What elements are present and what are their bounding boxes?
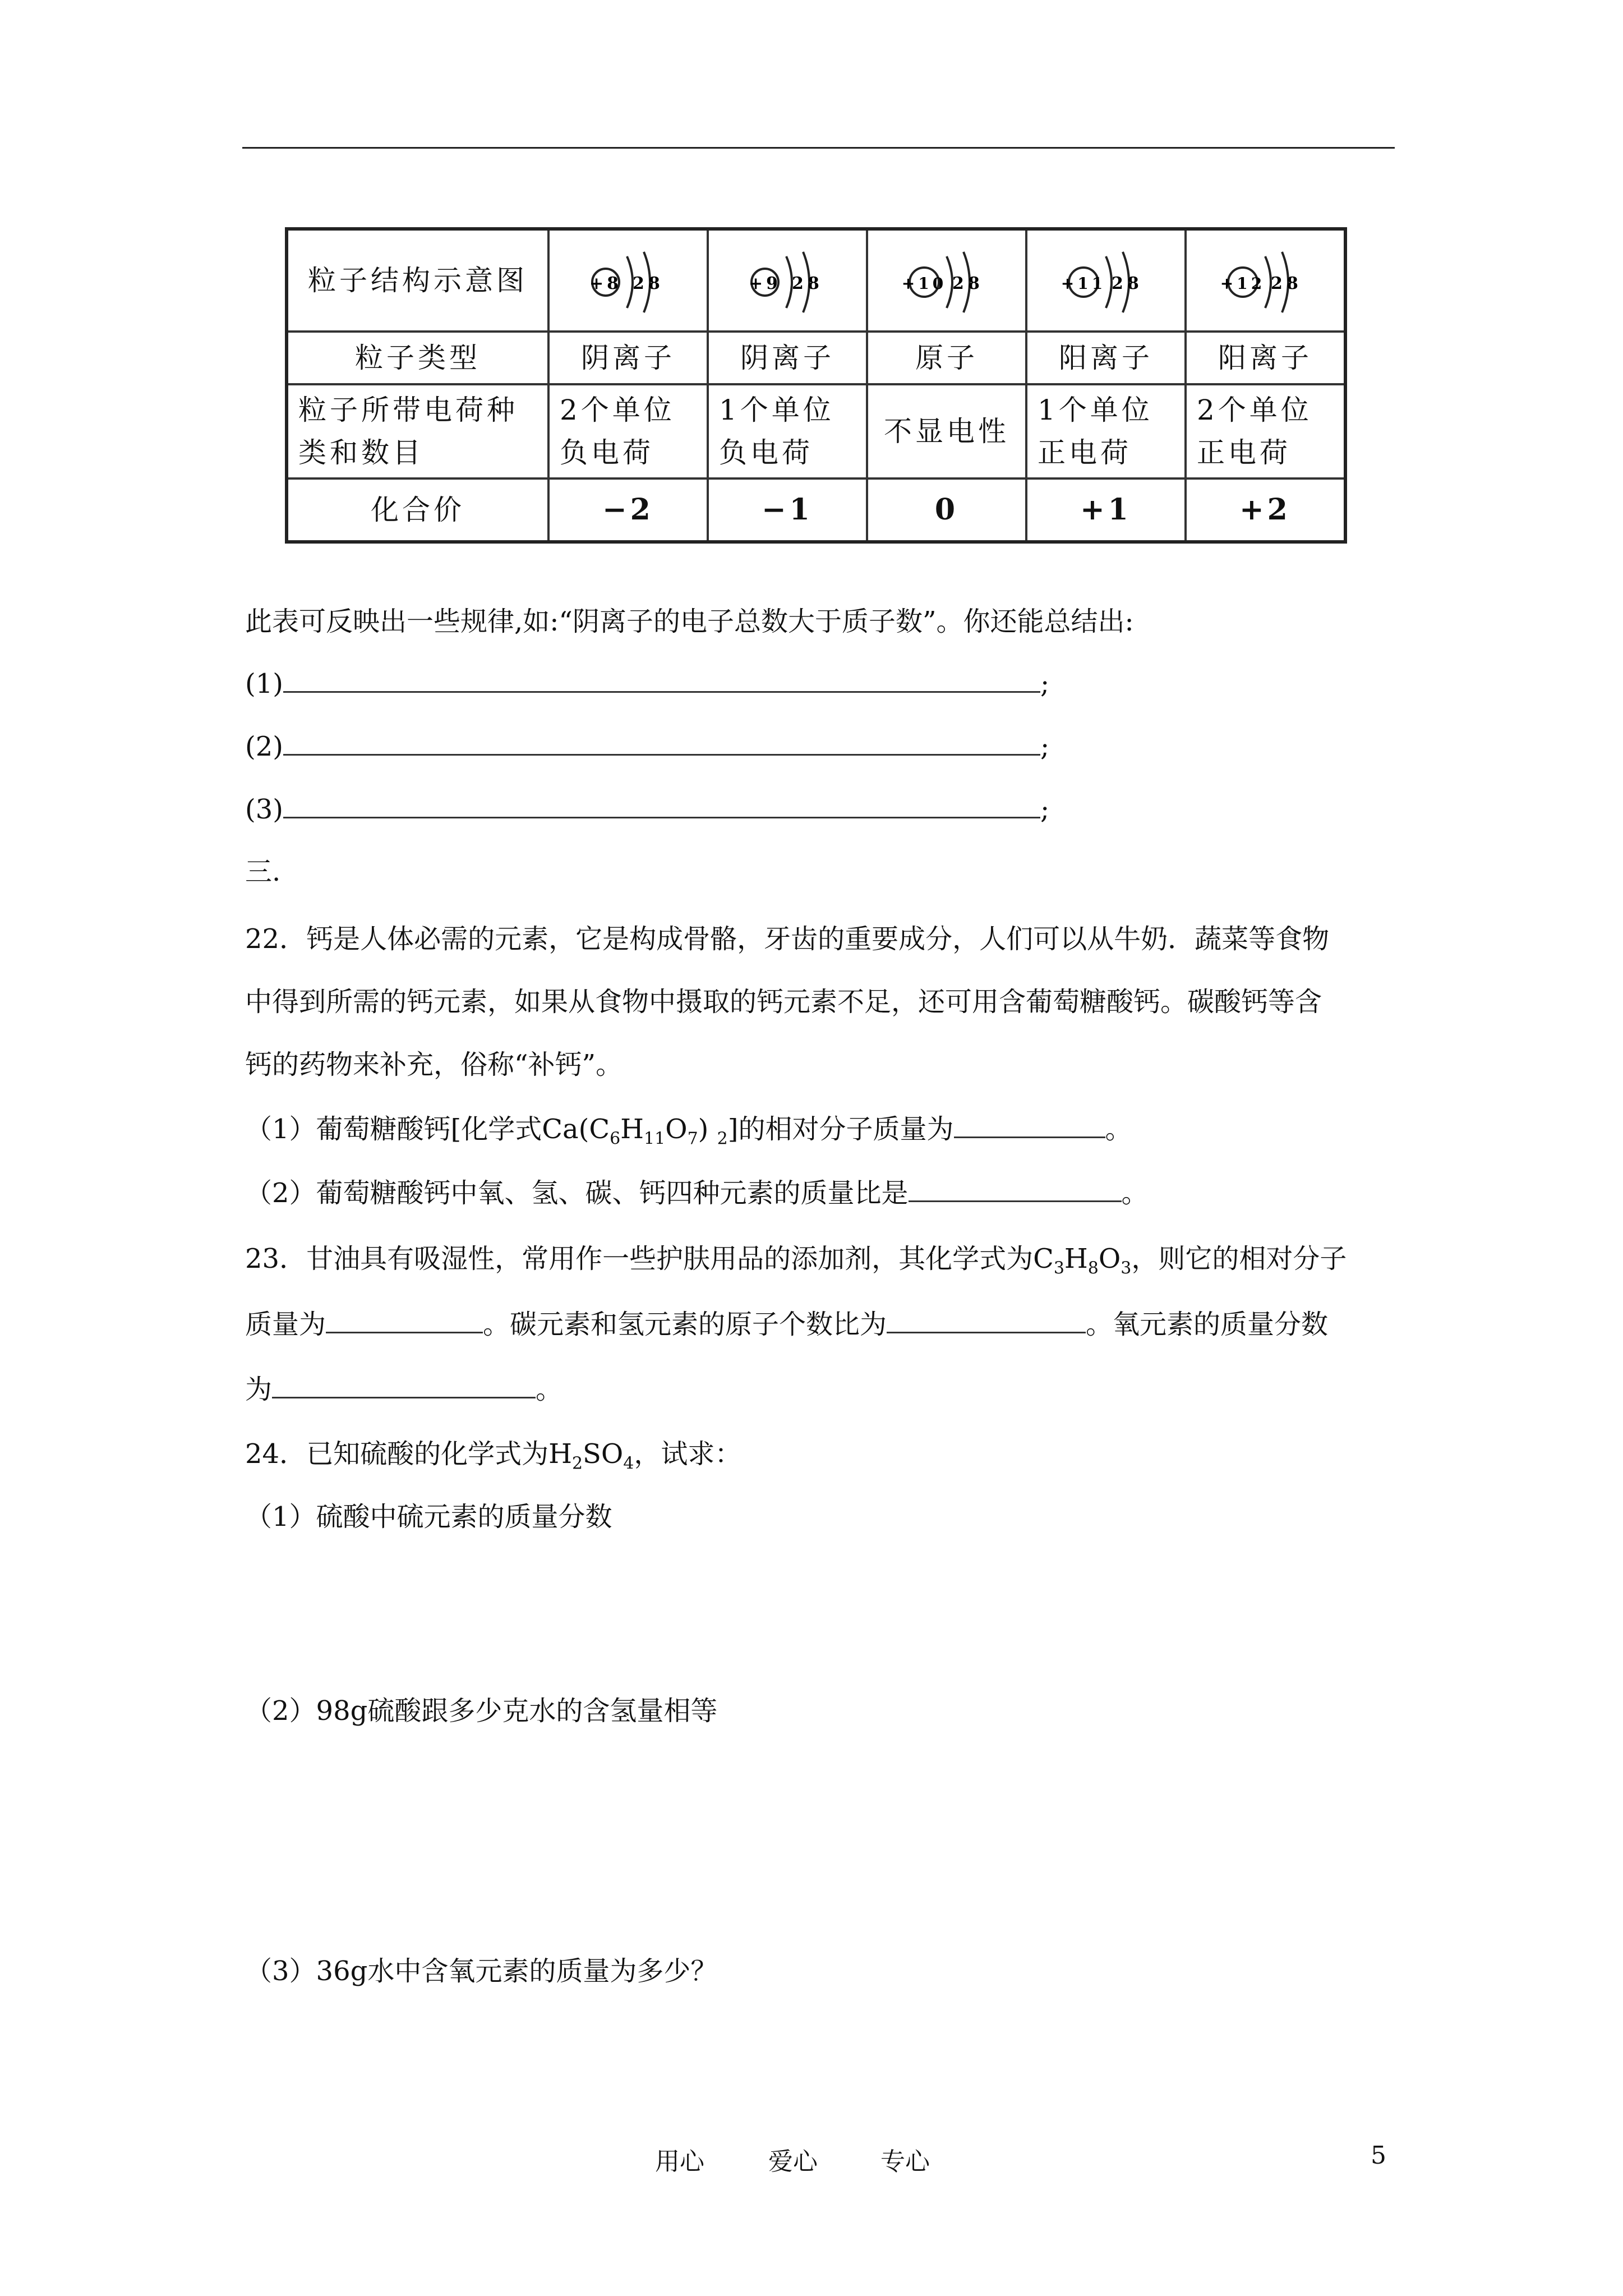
shell-label: 2: [633, 274, 648, 293]
particle-type: 阴离子: [708, 332, 867, 384]
table-row: [287, 332, 1345, 384]
subscript: 3: [1121, 1258, 1132, 1278]
item-number: (1): [245, 668, 283, 700]
shell-label: 8: [968, 274, 983, 293]
q23-text: 质量为: [245, 1309, 326, 1340]
answer-blank[interactable]: [283, 729, 1040, 756]
subscript: 4: [623, 1453, 634, 1474]
item-end: ;: [1040, 794, 1050, 825]
footer-motto: 爱心: [768, 2147, 818, 2176]
q23-line2: [245, 1307, 1328, 1341]
answer-blank[interactable]: [954, 1112, 1105, 1138]
header-rule: [242, 147, 1395, 149]
q23-line3: [245, 1372, 562, 1406]
q24-text: 24．已知硫酸的化学式为H: [245, 1438, 572, 1470]
answer-blank[interactable]: [272, 1372, 536, 1398]
footer-motto: 专心: [880, 2147, 930, 2176]
footer-motto: 用心: [655, 2147, 704, 2176]
nucleus-label: +12: [1220, 274, 1266, 293]
nucleus-label: +11: [1061, 274, 1106, 293]
subscript: 11: [644, 1129, 666, 1149]
q23-text: 。氧元素的质量分数: [1086, 1309, 1329, 1340]
intro-text: 此表可反映出一些规律,如:“阴离子的电子总数大于质子数”。你还能总结出:: [245, 606, 1134, 637]
subscript: 3: [1053, 1258, 1064, 1278]
page-number: 5: [1371, 2141, 1386, 2170]
particle-type: 阳离子: [1026, 332, 1186, 384]
atom-diagram: [548, 229, 708, 332]
atom-diagram: [708, 229, 867, 332]
subscript: 8: [1087, 1258, 1099, 1278]
item-number: (3): [245, 794, 283, 825]
valence-cell: +1: [1026, 478, 1186, 542]
particle-type: 阴离子: [548, 332, 708, 384]
atom-diagram: [1026, 229, 1186, 332]
q23-text: 为: [245, 1374, 273, 1405]
item-end: ;: [1040, 668, 1050, 700]
q22-part2: [245, 1176, 1149, 1210]
valence-cell: 0: [867, 478, 1026, 542]
shell-label: 8: [808, 274, 823, 293]
shell-label: 2: [952, 274, 967, 293]
shell-label: 2: [1112, 274, 1127, 293]
q22-text: 22．钙是人体必需的元素，它是构成骨骼，牙齿的重要成分，人们可以从牛奶．蔬菜等食物: [245, 923, 1330, 955]
charge-cell: 1个单位正电荷: [1026, 384, 1186, 478]
section-heading: 三.: [245, 856, 281, 887]
answer-blank[interactable]: [887, 1307, 1086, 1333]
particle-table: [285, 227, 1347, 544]
punctuation: 。: [1105, 1114, 1132, 1145]
atom-diagram: [867, 229, 1026, 332]
valence-cell: −1: [708, 478, 867, 542]
answer-blank[interactable]: [909, 1176, 1122, 1202]
row-header: 粒子类型: [287, 332, 548, 384]
valence-cell: +2: [1186, 478, 1345, 542]
subscript: 2: [717, 1129, 728, 1149]
charge-cell: 2个单位负电荷: [548, 384, 708, 478]
formula: H: [1064, 1243, 1088, 1274]
nucleus-label: +8: [589, 274, 623, 293]
q24-part1: （1）硫酸中硫元素的质量分数: [245, 1501, 612, 1533]
punctuation: 。: [1121, 1177, 1149, 1209]
q23-text: ，则它的相对分子: [1131, 1243, 1347, 1274]
q22-part1-prefix: （1）葡萄糖酸钙[化学式: [245, 1114, 542, 1145]
q22-part1-suffix: ]的相对分子质量为: [727, 1114, 954, 1145]
subscript: 6: [610, 1129, 621, 1149]
shell-label: 8: [1127, 274, 1142, 293]
q24-text: ，试求：: [634, 1438, 742, 1470]
subscript: 2: [571, 1453, 583, 1474]
nucleus-label: +10: [901, 274, 947, 293]
particle-type: 阳离子: [1186, 332, 1345, 384]
atom-diagram: [1186, 229, 1345, 332]
formula: C: [1033, 1243, 1054, 1274]
table-row: [287, 384, 1345, 478]
answer-blank[interactable]: [283, 666, 1040, 693]
formula: O: [1098, 1243, 1121, 1274]
q22-text: 中得到所需的钙元素，如果从食物中摄取的钙元素不足，还可用含葡萄糖酸钙。碳酸钙等含: [245, 986, 1322, 1018]
particle-type: 原子: [867, 332, 1026, 384]
q24-part2: （2）98g硫酸跟多少克水的含氢量相等: [245, 1695, 718, 1727]
charge-cell: 1个单位负电荷: [708, 384, 867, 478]
shell-label: 8: [648, 274, 663, 293]
q23-text: 。碳元素和氢元素的原子个数比为: [483, 1309, 887, 1340]
charge-cell: 2个单位正电荷: [1186, 384, 1345, 478]
punctuation: 。: [536, 1374, 563, 1405]
list-item: [245, 729, 1049, 763]
q23-line1: [245, 1242, 1347, 1286]
shell-label: 2: [792, 274, 807, 293]
item-end: ;: [1040, 731, 1050, 762]
answer-blank[interactable]: [326, 1307, 483, 1333]
formula: O: [665, 1114, 688, 1145]
subscript: 7: [687, 1129, 698, 1149]
list-item: [245, 666, 1049, 701]
answer-blank[interactable]: [283, 792, 1040, 818]
q23-text: 23．甘油具有吸湿性，常用作一些护肤用品的添加剂，其化学式为: [245, 1243, 1034, 1274]
table-row: [287, 478, 1345, 542]
q22-text: 钙的药物来补充，俗称“补钙”。: [245, 1049, 623, 1080]
q22-part2-text: （2）葡萄糖酸钙中氧、氢、碳、钙四种元素的质量比是: [245, 1177, 909, 1209]
shell-label: 8: [1287, 274, 1302, 293]
formula: SO: [583, 1438, 624, 1470]
formula: Ca(C: [542, 1114, 610, 1145]
row-header: 粒子所带电荷种类和数目: [287, 384, 548, 478]
shell-label: 2: [1271, 274, 1286, 293]
nucleus-label: +9: [748, 274, 782, 293]
row-header: 粒子结构示意图: [287, 229, 548, 332]
list-item: [245, 792, 1049, 826]
row-header: 化合价: [287, 478, 548, 542]
item-number: (2): [245, 731, 283, 762]
q24-line1: [245, 1437, 741, 1481]
formula: ): [698, 1114, 709, 1145]
q24-part3: （3）36g水中含氧元素的质量为多少？: [245, 1955, 718, 1987]
formula: H: [620, 1114, 644, 1145]
q22-part1: [245, 1112, 1132, 1156]
valence-cell: −2: [548, 478, 708, 542]
charge-cell: 不显电性: [867, 384, 1026, 478]
table-row: [287, 229, 1345, 332]
